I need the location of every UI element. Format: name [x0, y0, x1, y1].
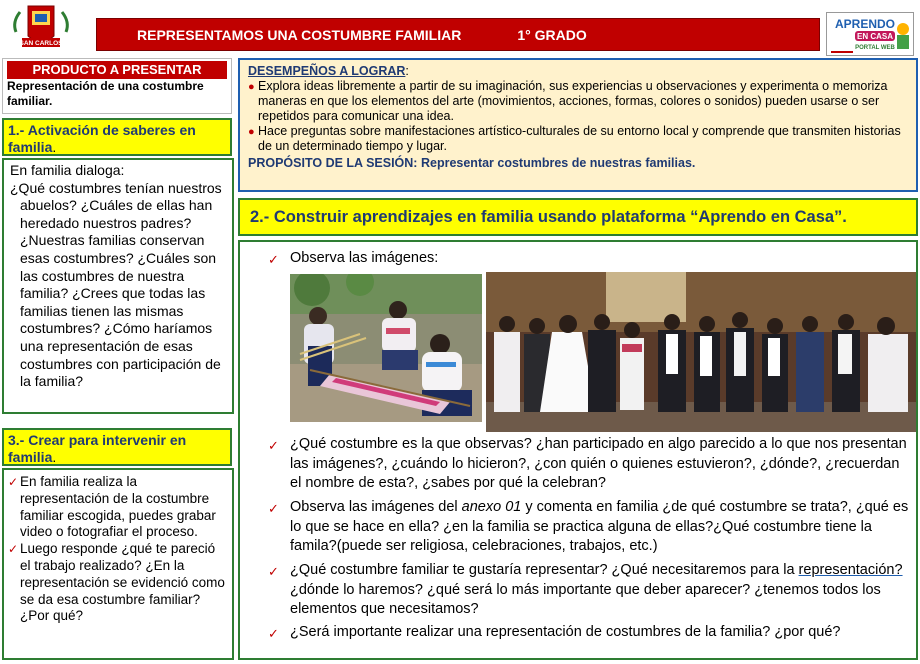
grade-label: 1° GRADO: [517, 26, 587, 43]
check-icon: ✓: [268, 501, 279, 516]
observa-text: Observa las imágenes:: [290, 250, 439, 266]
bullet-icon: ●: [248, 81, 255, 93]
proposito-label: PROPÓSITO DE LA SESIÓN:: [248, 156, 418, 170]
desempeno-item: [248, 79, 908, 124]
check-icon: ✓: [268, 626, 279, 641]
desempenos-box: [238, 58, 918, 192]
question-3-pre: ¿Qué costumbre familiar te gustaría representar? ¿Qué necesitaremos para la: [290, 562, 799, 578]
activacion-heading-dot: .: [52, 139, 57, 155]
photo-weaving: [290, 274, 482, 422]
desempeno-text: Hace preguntas sobre manifestaciones artístico-culturales de su entorno local y comprende que transmiten historias de un determinado tiempo y lugar.: [258, 124, 901, 153]
question-1: ¿Qué costumbre es la que observas? ¿han participado en algo parecido a lo que nos presentan las imágenes?, ¿cuándo lo hicieron?, ¿con quién o quienes estuvieron?, ¿dónde?, ¿recuerdan el nombre de esta?, ¿sabes por qué la celebran?: [290, 436, 907, 491]
question-2-pre: Observa las imágenes del: [290, 499, 462, 515]
question-2: [290, 498, 910, 557]
question-2-post: y comenta en familia ¿de qué costumbre se trata?, ¿qué es lo que se hace en ella? ¿en la familia se practica alguna de ellas?¿Qué costumbre tiene la famila?(puede ser religiosa, celebraciones, trabajos, etc.): [290, 499, 909, 554]
page-title: REPRESENTAMOS UNA COSTUMBRE FAMILIAR: [137, 26, 462, 43]
school-logo: [8, 2, 74, 56]
activacion-body: [2, 158, 234, 414]
activacion-intro: En familia dialoga:: [10, 162, 125, 178]
bullet-icon: ●: [248, 126, 255, 138]
question-3-post: dónde lo haremos? ¿qué será lo más importante que deber aparecer? ¿tenemos todos los elementos que necesitamos?: [290, 581, 881, 617]
brand-line1: APRENDO: [835, 17, 896, 31]
crear-heading-text: 3.- Crear para intervenir en familia: [8, 432, 187, 465]
proposito-text: Representar costumbres de nuestras familias.: [420, 156, 696, 170]
brand-line3: PORTAL WEB: [855, 45, 895, 51]
desempenos-colon: :: [405, 64, 409, 78]
crear-item: [8, 474, 228, 541]
crear-item-text: En familia realiza la representación de la costumbre familiar escogida, puedes grabar video o fotografiar el proceso.: [20, 474, 216, 540]
question-3-underlined: representación?¿: [290, 562, 903, 598]
desempeno-item: [248, 124, 908, 154]
check-icon: ✓: [268, 564, 279, 579]
desempeno-text: Explora ideas libremente a partir de su imaginación, sus experiencias u observaciones y experimenta o memoriza maneras en que los elementos del arte (movimientos, acciones, formas, colores o sonidos) pueden usarse o ser repetidos para comunicar una idea.: [258, 79, 888, 123]
activacion-heading-text: 1.- Activación de saberes en familia: [8, 122, 196, 155]
check-icon: ✓: [8, 475, 19, 489]
main-content-box: [238, 240, 918, 660]
crear-item-text: Luego responde ¿qué te pareció el trabajo realizado? ¿En la representación se evidenció como se da esa costumbre familiar? ¿Por qué?: [20, 541, 225, 624]
aprendo-en-casa-logo: [826, 12, 914, 56]
crear-body: [2, 468, 234, 660]
producto-text: Representación de una costumbre familiar.: [7, 79, 204, 108]
construir-heading: 2.- Construir aprendizajes en familia usando plataforma “Aprendo en Casa”.: [238, 198, 918, 236]
question-3: [290, 561, 910, 620]
desempenos-label: DESEMPEÑOS A LOGRAR: [248, 64, 406, 78]
check-icon: ✓: [268, 252, 279, 267]
crear-item: [8, 541, 228, 625]
title-bar: [96, 18, 820, 51]
brand-line2: EN CASA: [856, 32, 894, 41]
activacion-questions: ¿Qué costumbres tenían nuestros abuelos? ¿Cuáles de ellas han heredado nuestros padres? ¿Nuestras familias conservan esas costumbres? ¿Cuáles son las costumbres de nuestra familia? ¿Crees que todas las familias tienen las mismas costumbres? ¿Cómo haríamos una representación de esas costumbres con participación de la familia?: [10, 179, 222, 390]
question-4: ¿Será importante realizar una representación de costumbres de la familia? ¿por qué?: [290, 624, 841, 640]
check-icon: ✓: [268, 438, 279, 453]
photo-ceremony: [486, 272, 916, 432]
producto-box: [2, 58, 232, 114]
check-icon: ✓: [8, 542, 19, 557]
producto-heading: PRODUCTO A PRESENTAR: [7, 61, 227, 79]
anexo-link: anexo 01: [461, 499, 522, 515]
school-logo-text: SAN CARLOS: [19, 40, 63, 47]
activacion-heading: [2, 118, 232, 156]
crear-heading-dot: .: [52, 449, 57, 465]
crear-heading: [2, 428, 232, 466]
